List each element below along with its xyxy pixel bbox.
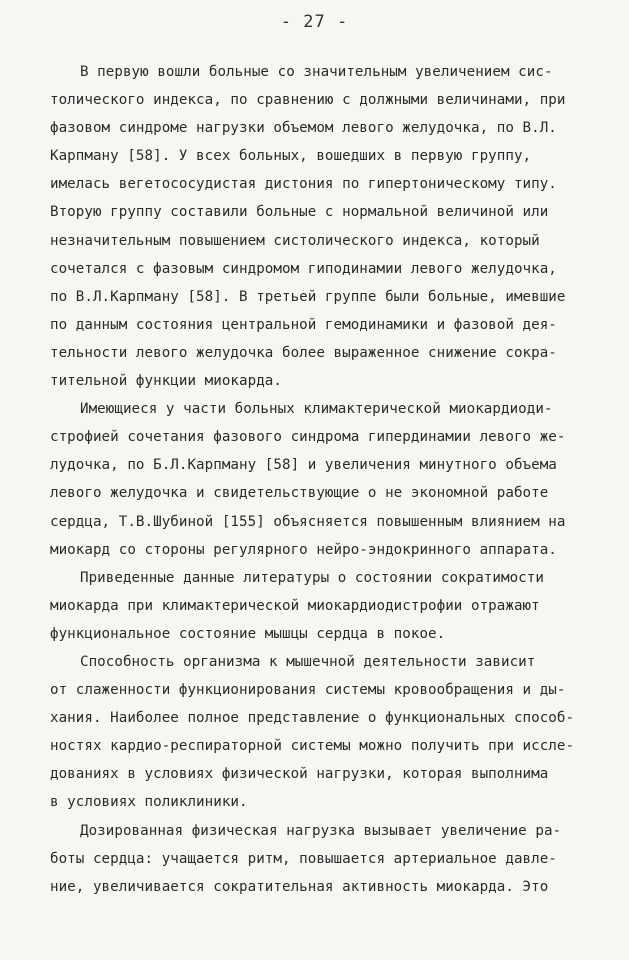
text-line: лудочка, по Б.Л.Карпману [58] и увеличения минутного объема bbox=[50, 457, 557, 474]
paragraph-4 bbox=[50, 648, 602, 817]
text-line: дованиях в условиях физической нагрузки, которая выполнима bbox=[50, 766, 549, 783]
text-line: функциональное состояние мышцы сердца в покое. bbox=[50, 625, 446, 642]
body-text bbox=[50, 58, 602, 901]
text-line: Вторую группу составили больные с нормальной величиной или bbox=[50, 204, 549, 221]
text-line: по В.Л.Карпману [58]. В третьей группе были больные, имевшие bbox=[50, 288, 566, 305]
text-line: фазовом синдроме нагрузки объемом левого желудочка, по В.Л. bbox=[50, 120, 557, 137]
text-line: Приведенные данные литературы о состоянии сократимости bbox=[80, 569, 544, 586]
text-line: Карпману [58]. У всех больных, вошедших в первую группу, bbox=[50, 148, 532, 165]
text-line: от слаженности функционирования системы кровообращения и ды- bbox=[50, 682, 566, 699]
text-line: тительной функции миокарда. bbox=[50, 373, 282, 390]
text-line: ностях кардио-респираторной системы можно получить при иссле- bbox=[50, 738, 575, 755]
text-line: хания. Наиболее полное представление о функциональных способ- bbox=[50, 710, 575, 727]
text-line: В первую вошли больные со значительным увеличением сис- bbox=[80, 64, 553, 80]
text-line: сердца, Т.В.Шубиной [155] объясняется повышенным влиянием на bbox=[50, 513, 566, 530]
text-line: по данным состояния центральной гемодинамики и фазовой дея- bbox=[50, 316, 557, 333]
text-line: толического индекса, по сравнению с должными величинами, при bbox=[50, 92, 566, 109]
paragraph-5 bbox=[50, 817, 602, 901]
text-line: боты сердца: учащается ритм, повышается артериальное давле- bbox=[50, 850, 557, 867]
paragraph-1 bbox=[50, 58, 602, 395]
text-line: ние, увеличивается сократительная активность миокарда. Это bbox=[50, 878, 549, 895]
text-line: тельности левого желудочка более выраженное снижение сокра- bbox=[50, 344, 557, 361]
text-line: Дозированная физическая нагрузка вызывает увеличение ра- bbox=[80, 822, 562, 839]
text-line: имелась вегетососудистая дистония по гипертоническому типу. bbox=[50, 176, 557, 193]
text-line: миокарда при климактерической миокардиодистрофии отражают bbox=[50, 597, 540, 614]
text-line: миокард со стороны регулярного нейро-эндокринного аппарата. bbox=[50, 541, 557, 558]
text-line: строфией сочетания фазового синдрома гипердинамии левого же- bbox=[50, 429, 566, 446]
text-line: сочетался с фазовым синдромом гиподинамии левого желудочка, bbox=[50, 260, 557, 277]
text-line: Имеющиеся у части больных климактерической миокардиоди- bbox=[80, 401, 553, 418]
paragraph-2 bbox=[50, 395, 602, 564]
paragraph-3 bbox=[50, 564, 602, 648]
page-number: - 27 - bbox=[280, 12, 349, 32]
text-line: левого желудочка и свидетельствующие о не экономной работе bbox=[50, 485, 549, 502]
text-line: незначительным повышением систолического индекса, который bbox=[50, 232, 540, 249]
text-line: Способность организма к мышечной деятельности зависит bbox=[80, 653, 536, 670]
text-line: в условиях поликлиники. bbox=[50, 794, 248, 811]
